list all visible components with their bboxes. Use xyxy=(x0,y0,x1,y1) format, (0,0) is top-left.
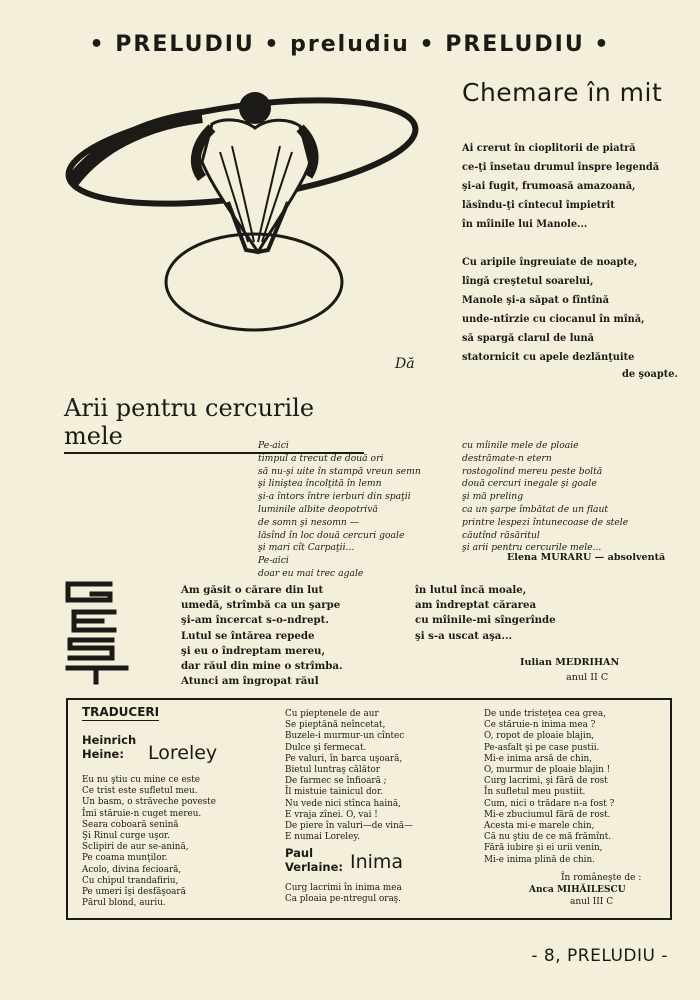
gest-signature-name: Iulian MEDRIHAN xyxy=(520,657,620,668)
heine-col-1: Eu nu ştiu cu mine ce este Ce trist este sufletul meu. Un basm, o străveche poveste Îmi stăruie-n cuget mereu. Seara coboară senină Şi Rinul curge uşor. Sclipiri de aur se-anină, Pe coama munţilor. Acolo, divina fecioară, Cu chipul trandafiriu, Pe umeri îşi desfăşoară Părul blond, auriu. xyxy=(82,775,216,909)
verlaine-start: Curg lacrimi în inima mea Ca ploaia pe-ntregul oraş. xyxy=(285,883,402,905)
verlaine-title: Inima xyxy=(350,851,404,873)
chemare-stanza-2-end: de şoapte. xyxy=(622,369,678,380)
gest-logo-text xyxy=(0,0,1,1)
gest-poem-left: Am găsit o cărare din lut umedă, strîmbă ca un şarpe şi-am încercat s-o-ndrept. Lutul se întărea repede şi eu o îndreptam mereu, dar răul din mine o strîmba. Atunci am îngropat răul xyxy=(181,584,343,688)
heine-title: Loreley xyxy=(148,742,218,764)
chemare-illustration xyxy=(62,82,422,382)
translator-name: Anca MIHĂILESCU xyxy=(529,885,626,895)
gest-signature-year: anul II C xyxy=(566,672,609,683)
figure-drawing xyxy=(196,92,314,252)
chemare-title: Chemare în mit xyxy=(462,78,663,107)
gest-logo xyxy=(62,578,132,686)
arii-poem-right: cu mîinile mele de ploaie destrămate-n etern rostogolind mereu peste boltă două cercuri inegale şi goale şi mă preling ca un şarpe îmbătat de un flaut printre lespezi întunecoase de stele căutînd răsăritul şi arii pentru cercurile mele... xyxy=(462,440,629,554)
verlaine-col-3: De unde tristeţea cea grea, Ce stăruie-n inima mea ? O, ropot de ploaie blajin, Pe-asfalt şi pe case pustii. Mi-e inima arsă de chin, O, murmur de ploaie blajin ! Curg lacrimi, şi fără de rost În sufletul meu pustiit. Cum, nici o trădare n-a fost ? Mi-e zbuciumul fără de rost. Acesta mi-e marele chin, Că nu ştiu de ce mă frămînt. Fără iubire şi ei urii venin, Mi-e inima plină de chin. xyxy=(484,709,615,865)
translator-note: În româneşte de : xyxy=(561,873,642,883)
arii-signature: Elena MURARU — absolventă xyxy=(507,552,666,563)
page-footer: - 8, PRELUDIU - xyxy=(531,946,668,966)
arii-title: Arii pentru cercurile mele xyxy=(64,394,364,454)
verlaine-author: Paul Verlaine: xyxy=(285,846,343,874)
masthead: • PRELUDIU • preludiu • PRELUDIU • xyxy=(89,32,611,57)
gest-poem-right: în lutul încă moale, am îndreptat cărarea cu mîinile-mi sîngerînde şi s-a uscat aşa... xyxy=(415,584,556,642)
traduceri-label: TRADUCERI xyxy=(82,705,160,719)
chemare-stanza-2: Cu aripile îngreuiate de noapte, lîngă creştetul soarelui, Manole şi-a săpat o fîntînă unde-ntîrzie cu ciocanul în mînă, să spargă clarul de lună statornicit cu apele dezlănţuite xyxy=(462,257,645,363)
translator-year: anul III C xyxy=(570,897,614,907)
chemare-stanza-1: Ai crerut în cioplitorii de piatră ce-ţi însetau drumul înspre legendă şi-ai fugit, frumoasă amazoană, lăsîndu-ţi cîntecul împietrit în mîinile lui Manole... xyxy=(462,143,660,230)
heine-author: Heinrich Heine: xyxy=(82,733,137,761)
illustration-signature: Dă xyxy=(395,356,415,372)
heine-col-2: Cu pieptenele de aur Se pieptănă neîncetat, Buzele-i murmur-un cîntec Dulce şi fermecat. Pe valuri, în barca uşoară, Bietul luntraş călător De farmec se înfioară ; Îl mistuie tainicul dor. Nu vede nici stînca haină, E vraja zînei. O, vai ! De piere în valuri—de vină— E numai Loreley. xyxy=(285,709,413,843)
arii-poem-left: Pe-aici timpul a trecut de două ori să nu-şi uite în stampă vreun semn şi liniştea încolţită în lemn şi-a întors între ierburi din spaţii luminile albite deopotrivă de somn şi nesomn — lăsînd în loc două cercuri goale şi mari cît Carpaţii... Pe-aici doar eu mai trec agale xyxy=(258,440,421,579)
